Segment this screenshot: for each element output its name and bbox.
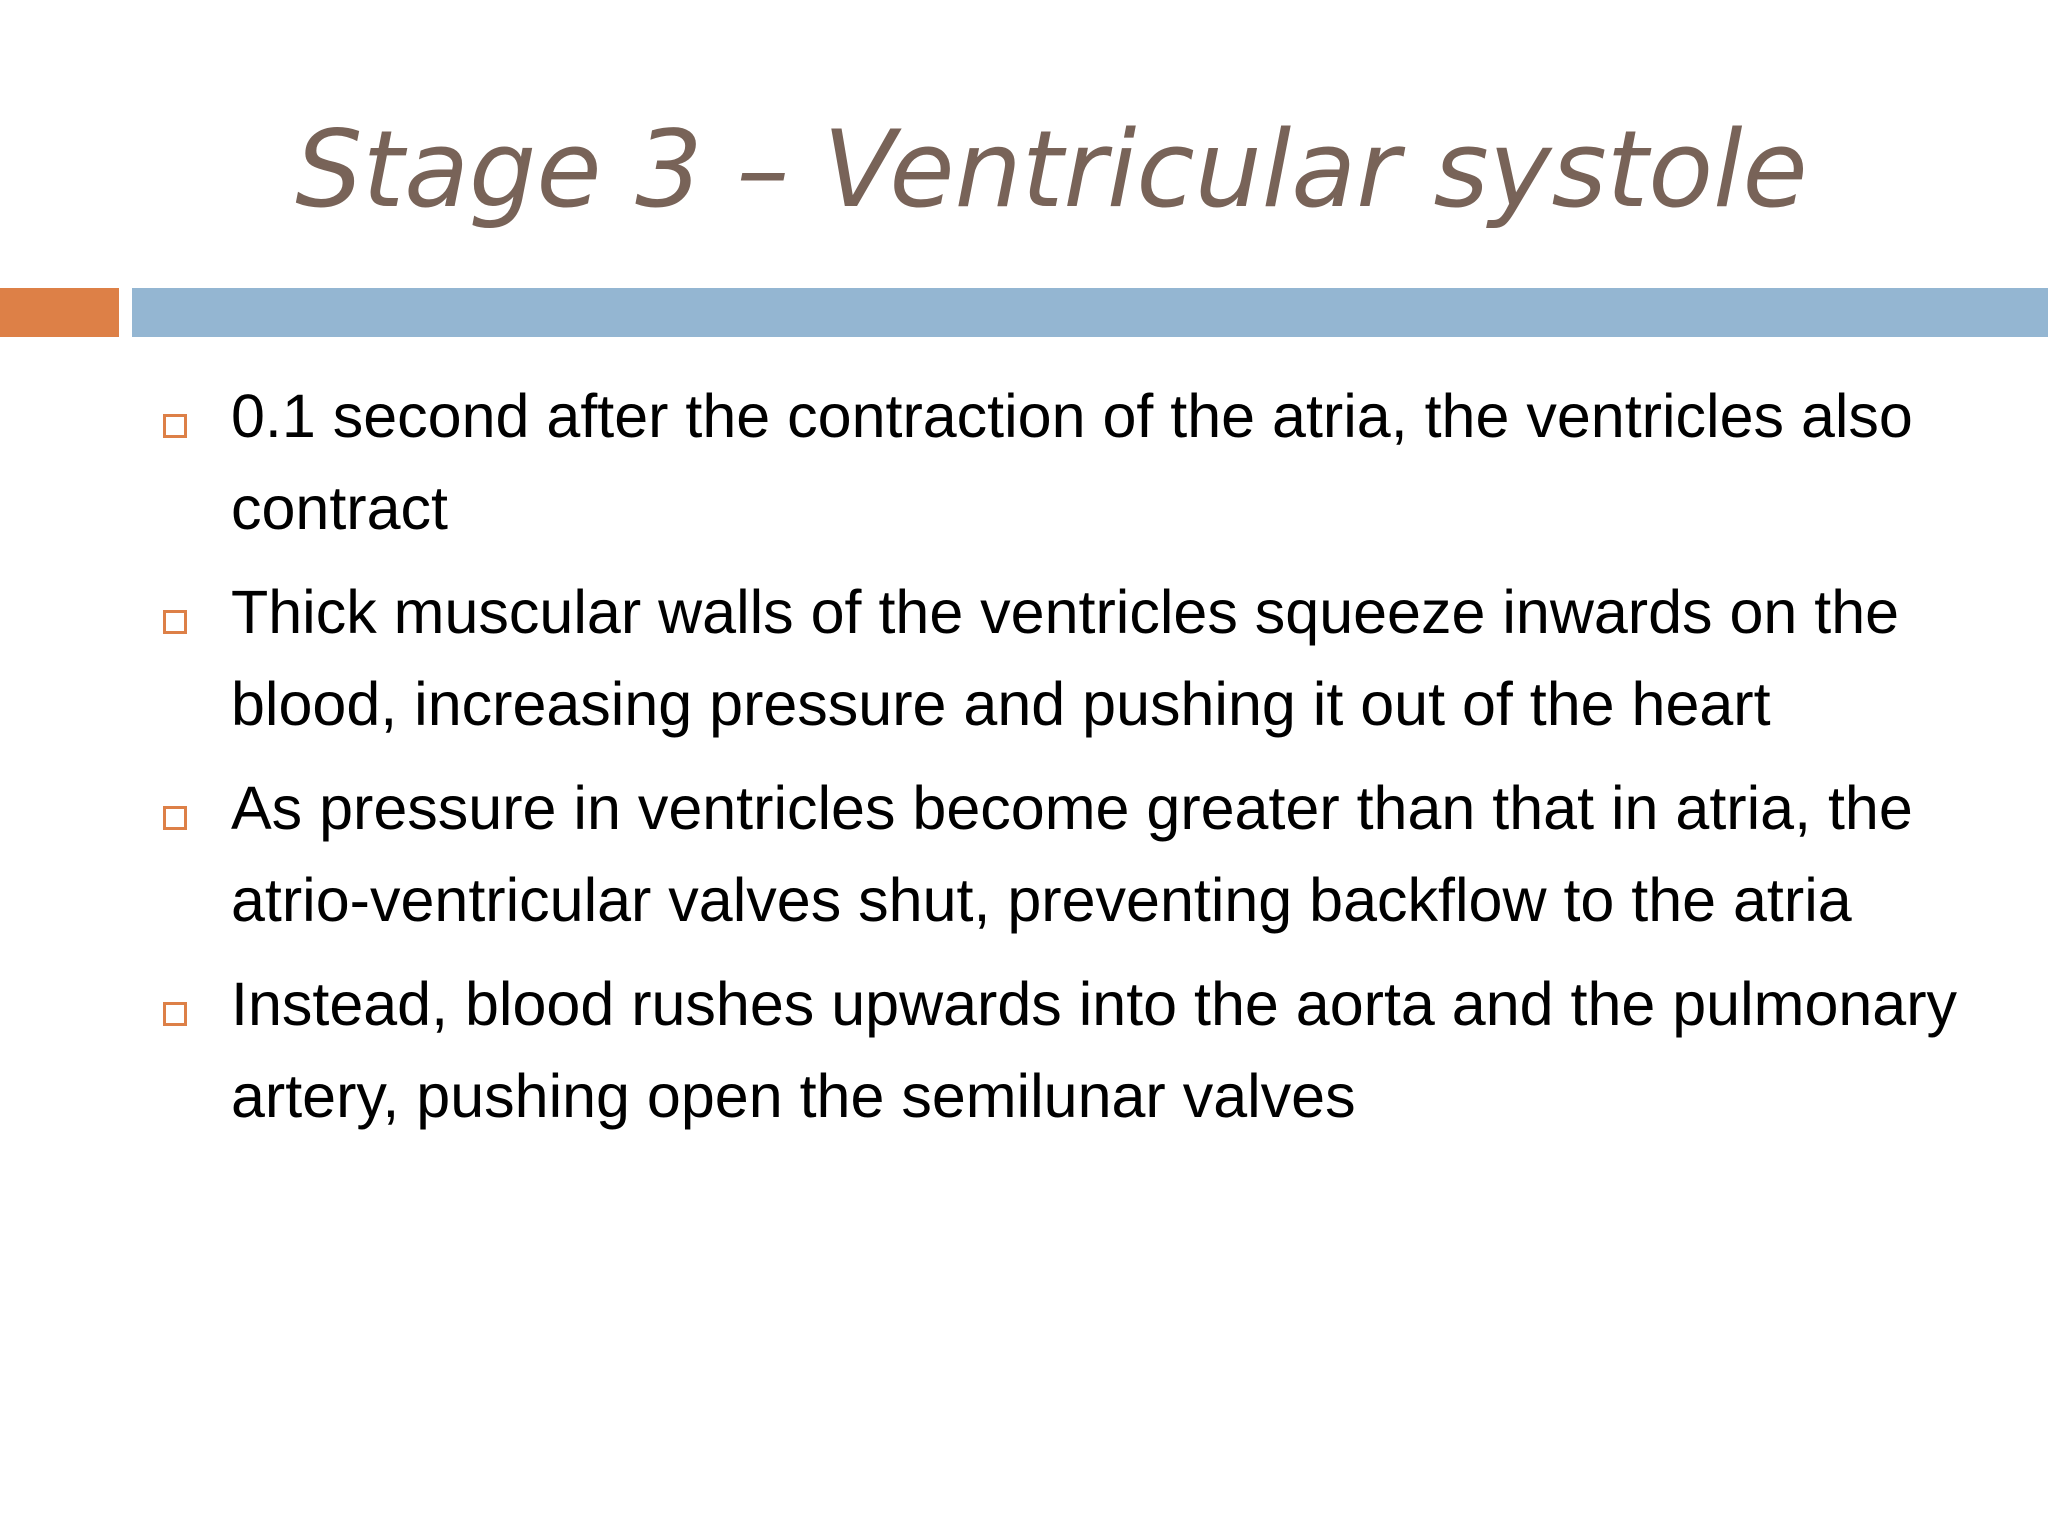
bullet-item bbox=[160, 762, 1960, 946]
square-bullet-icon bbox=[163, 414, 187, 438]
title-accent-bar-blue bbox=[132, 288, 2048, 337]
bullet-text: Instead, blood rushes upwards into the aorta and the pulmonary artery, pushing open the semilunar valves bbox=[231, 970, 1958, 1130]
bullet-item bbox=[160, 958, 1960, 1142]
square-bullet-icon bbox=[163, 1002, 187, 1026]
bullet-item bbox=[160, 566, 1960, 750]
bullet-item bbox=[160, 370, 1960, 554]
bullet-text: 0.1 second after the contraction of the atria, the ventricles also contract bbox=[231, 382, 1913, 542]
slide-title: Stage 3 – Ventricular systole bbox=[295, 108, 1808, 231]
square-bullet-icon bbox=[163, 806, 187, 830]
title-accent-bar-orange bbox=[0, 288, 119, 337]
bullet-text: As pressure in ventricles become greater than that in atria, the atrio-ventricular valves shut, preventing backflow to the atria bbox=[231, 774, 1913, 934]
bullet-list bbox=[160, 370, 1960, 1154]
square-bullet-icon bbox=[163, 610, 187, 634]
bullet-text: Thick muscular walls of the ventricles squeeze inwards on the blood, increasing pressure and pushing it out of the heart bbox=[231, 578, 1900, 738]
